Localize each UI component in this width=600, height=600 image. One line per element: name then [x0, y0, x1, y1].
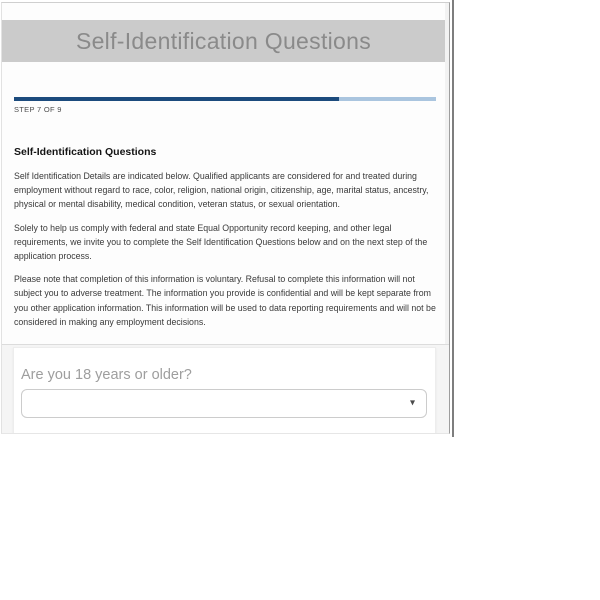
step-indicator: STEP 7 OF 9 — [14, 105, 62, 114]
progress-bar — [14, 97, 436, 101]
section-heading: Self-Identification Questions — [14, 146, 157, 158]
intro-paragraph-1: Self Identification Details are indicated below. Qualified applicants are considered for and treated during employment without regard to race, color, religion, national origin, citizenship, age, marital status, ancestry, physical or mental disability, medical condition, veteran status, or sexual orientation. — [14, 171, 429, 210]
window-right-edge — [452, 0, 454, 437]
intro-paragraph-3: Please note that completion of this information is voluntary. Refusal to complete this information will not subject you to adverse treatment. The information you provide is confidential and will be kept separate from you other application information. This information will be used to data reporting requirements and will not be considered in making any employment decisions. — [14, 274, 436, 327]
age-question-select[interactable] — [21, 389, 427, 418]
application-form-window — [1, 2, 450, 434]
page-title: Self-Identification Questions — [75, 27, 372, 54]
chevron-down-icon: ▾ — [409, 397, 415, 409]
page-title-bar — [2, 20, 445, 62]
progress-fill — [14, 97, 339, 101]
intro-paragraph-2: Solely to help us comply with federal and state Equal Opportunity record keeping, and other legal requirements, we invite you to complete the Self Identification Questions below and on the next step of the application process. — [14, 222, 428, 262]
age-question-label: Are you 18 years or older? — [21, 367, 192, 383]
question-card — [13, 347, 436, 434]
questions-section — [2, 344, 449, 433]
form-content — [2, 97, 449, 329]
